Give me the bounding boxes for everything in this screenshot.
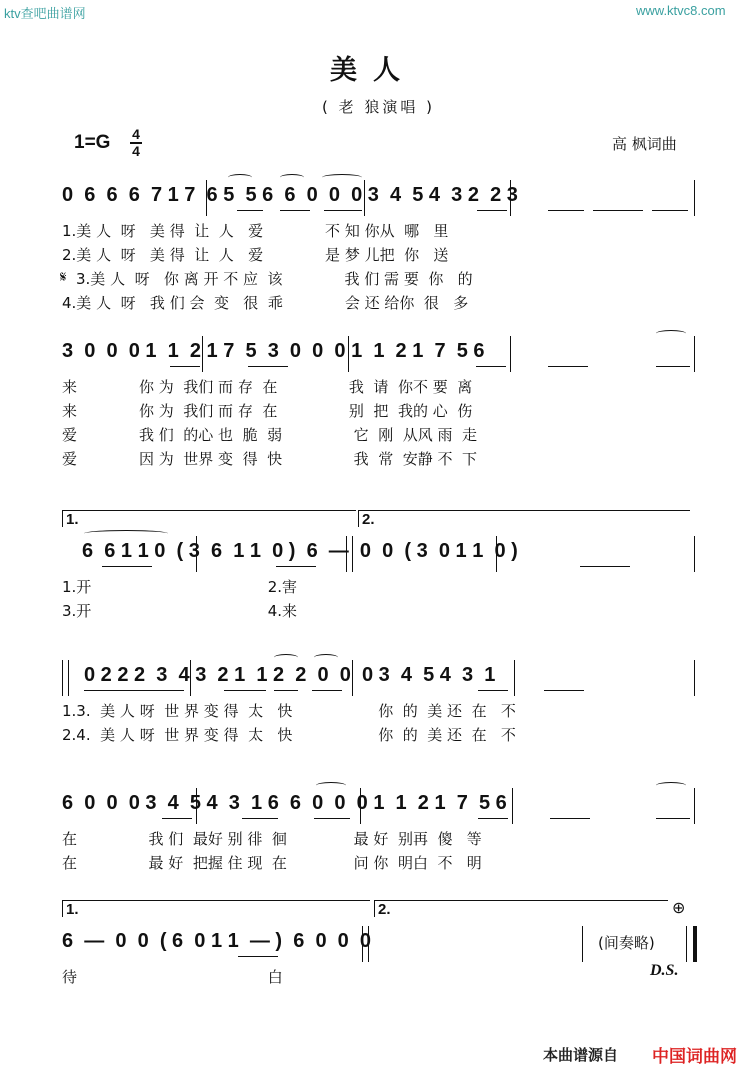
underline bbox=[162, 818, 192, 819]
segno-icon: 𝄋 bbox=[60, 268, 67, 286]
footer-site-link[interactable]: 中国词曲网 bbox=[652, 1047, 737, 1067]
barline bbox=[364, 180, 365, 216]
barline bbox=[190, 660, 191, 696]
staff-4 bbox=[62, 660, 694, 696]
repeat-end-barline bbox=[346, 536, 353, 572]
lyric-line-2-4: 爱 因 为 世界 变 得 快 我 常 安静 不 下 bbox=[62, 450, 478, 468]
barline bbox=[196, 536, 197, 572]
underline bbox=[314, 818, 350, 819]
slur bbox=[228, 174, 252, 181]
underline bbox=[593, 210, 643, 211]
lyric-line-1-4: 4.美 人 呀 我 们 会 变 很 乖 会 还 给你 很 多 bbox=[62, 294, 469, 312]
final-barline bbox=[686, 926, 697, 962]
underline bbox=[324, 210, 362, 211]
underline bbox=[548, 210, 584, 211]
underline bbox=[84, 690, 184, 691]
song-subtitle: ( 老 狼演唱 ) bbox=[322, 98, 436, 116]
barline bbox=[582, 926, 583, 962]
underline bbox=[652, 210, 688, 211]
footer-source-label: 本曲谱源自 bbox=[543, 1046, 619, 1064]
lyric-line-5-2: 在 最 好 把握 住 现 在 问 你 明白 不 明 bbox=[62, 854, 482, 872]
barline bbox=[352, 660, 353, 696]
underline bbox=[237, 210, 263, 211]
lyric-line-1-2: 2.美 人 呀 美 得 让 人 爱 是 梦 儿把 你 送 bbox=[62, 246, 449, 264]
underline bbox=[476, 366, 506, 367]
lyric-line-3-1: 1.开 2.害 bbox=[62, 578, 298, 596]
lyric-line-2-3: 爱 我 们 的心 也 脆 弱 它 刚 从风 雨 走 bbox=[62, 426, 478, 444]
underline bbox=[274, 690, 298, 691]
underline bbox=[238, 956, 278, 957]
staff-3 bbox=[62, 536, 694, 572]
lyric-line-2-2: 来 你 为 我们 而 存 在 别 把 我的 心 伤 bbox=[62, 402, 473, 420]
underline bbox=[580, 566, 630, 567]
coda-icon: ⊕ bbox=[672, 898, 686, 917]
slur bbox=[314, 654, 338, 661]
notes-line-5: 6 0 0 0 3 4 5 4 3 1 6 6 0 0 0 1 1 2 1 7 5 6 bbox=[62, 792, 507, 814]
repeat-start-barline bbox=[62, 660, 69, 696]
lyric-line-5-1: 在 我 们 最好 别 徘 徊 最 好 别再 傻 等 bbox=[62, 830, 482, 848]
slur bbox=[84, 530, 168, 537]
slur bbox=[280, 174, 304, 181]
staff-6 bbox=[62, 926, 694, 962]
underline bbox=[248, 366, 288, 367]
lyric-line-4-1: 1.3. 美 人 呀 世 界 变 得 太 快 你 的 美 还 在 不 bbox=[62, 702, 516, 720]
underline bbox=[102, 566, 152, 567]
repeat-end-barline bbox=[362, 926, 369, 962]
barline bbox=[360, 788, 361, 824]
watermark-left: ktv查吧曲谱网 bbox=[4, 6, 86, 21]
lyric-line-6-1: 待 白 bbox=[62, 968, 283, 986]
underline bbox=[656, 818, 690, 819]
underline bbox=[280, 210, 310, 211]
notes-line-1: 0 6 6 6 7 1 7 6 5 5 6 6 0 0 0 3 4 5 4 3 2 2 3 bbox=[62, 184, 518, 206]
time-top: 4 bbox=[132, 126, 140, 142]
barline bbox=[206, 180, 207, 216]
volta-second-ending: 2. bbox=[374, 900, 668, 917]
notes-line-6: 6 — 0 0 ( 6 0 1 1 — ) 6 0 0 0 bbox=[62, 930, 372, 952]
lyric-line-2-1: 来 你 为 我们 而 存 在 我 请 你不 要 离 bbox=[62, 378, 473, 396]
lyricist-composer: 高 枫词曲 bbox=[612, 135, 677, 153]
underline bbox=[170, 366, 200, 367]
barline bbox=[694, 788, 695, 824]
underline bbox=[478, 690, 508, 691]
underline bbox=[656, 366, 690, 367]
slur bbox=[322, 174, 362, 181]
underline bbox=[224, 690, 266, 691]
barline bbox=[694, 180, 695, 216]
barline bbox=[202, 336, 203, 372]
underline bbox=[312, 690, 342, 691]
barline bbox=[514, 660, 515, 696]
notes-line-4: 0 2 2 2 3 4 3 2 1 1 2 2 0 0 0 3 4 5 4 3 1 bbox=[84, 664, 496, 686]
barline bbox=[510, 180, 511, 216]
underline bbox=[242, 818, 278, 819]
time-bottom: 4 bbox=[132, 143, 140, 159]
song-title: 美人 bbox=[330, 55, 416, 86]
underline bbox=[548, 366, 588, 367]
lyric-line-1-3: 3.美 人 呀 你 离 开 不 应 该 我 们 需 要 你 的 bbox=[76, 270, 473, 288]
lyric-line-1-1: 1.美 人 呀 美 得 让 人 爱 不 知 你从 哪 里 bbox=[62, 222, 449, 240]
watermark-right: www.ktvc8.com bbox=[636, 3, 726, 18]
dal-segno-mark: D.S. bbox=[650, 962, 679, 979]
interlude-note: (间奏略) bbox=[598, 934, 655, 952]
barline bbox=[694, 536, 695, 572]
underline bbox=[550, 818, 590, 819]
time-signature bbox=[130, 128, 142, 158]
notes-line-3: 6 6 1 1 0 ( 3 6 1 1 0 ) 6 — 0 0 ( 3 0 1 1 0 ) bbox=[82, 540, 518, 562]
slur bbox=[316, 782, 346, 789]
barline bbox=[348, 336, 349, 372]
barline bbox=[694, 336, 695, 372]
barline bbox=[196, 788, 197, 824]
slur bbox=[656, 782, 686, 789]
staff-5 bbox=[62, 788, 694, 824]
volta-first-ending: 1. bbox=[62, 900, 370, 917]
volta-first-ending: 1. bbox=[62, 510, 356, 527]
key-signature: 1=G bbox=[74, 132, 111, 153]
staff-1 bbox=[62, 180, 694, 216]
barline bbox=[496, 536, 497, 572]
slur bbox=[274, 654, 298, 661]
slur bbox=[656, 330, 686, 337]
volta-second-ending: 2. bbox=[358, 510, 690, 527]
barline bbox=[510, 336, 511, 372]
barline bbox=[512, 788, 513, 824]
underline bbox=[478, 818, 508, 819]
underline bbox=[544, 690, 584, 691]
staff-2 bbox=[62, 336, 694, 372]
barline bbox=[694, 660, 695, 696]
underline bbox=[477, 210, 507, 211]
lyric-line-3-2: 3.开 4.来 bbox=[62, 602, 298, 620]
notes-line-2: 3 0 0 0 1 1 2 1 7 5 3 0 0 0 1 1 2 1 7 5 6 bbox=[62, 340, 485, 362]
underline bbox=[276, 566, 316, 567]
lyric-line-4-2: 2.4. 美 人 呀 世 界 变 得 太 快 你 的 美 还 在 不 bbox=[62, 726, 516, 744]
